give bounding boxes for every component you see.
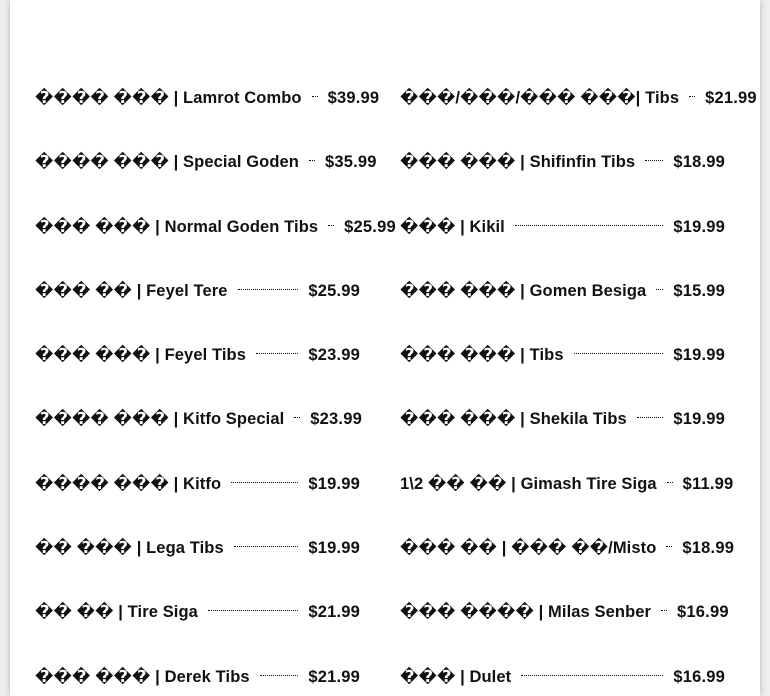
menu-item-price: $19.99 <box>673 217 725 236</box>
menu-item-name: �� ��� | Lega Tibs <box>35 539 224 558</box>
menu-item-price: $19.99 <box>673 346 725 365</box>
menu-item <box>35 275 360 339</box>
menu-item <box>400 661 725 696</box>
dotted-leader <box>656 281 663 290</box>
menu-item <box>35 532 360 596</box>
dotted-leader <box>256 345 298 354</box>
dotted-leader <box>312 88 318 97</box>
menu-item <box>35 661 360 696</box>
menu-item-name: ��� �� | Feyel Tere <box>35 281 228 300</box>
menu-item-price: $15.99 <box>673 281 725 300</box>
menu-item-price: $16.99 <box>673 667 725 686</box>
menu-item-name: ���/���/��� ���| Tibs <box>400 89 680 107</box>
menu-item <box>35 211 396 275</box>
menu-item-name: 1\2 �� �� | Gimash Tire Siga <box>400 474 657 493</box>
menu-item-price: $19.99 <box>673 410 725 429</box>
menu-item <box>400 532 735 596</box>
menu-list <box>35 82 757 696</box>
menu-item-price: $16.99 <box>677 603 729 622</box>
menu-item <box>400 468 734 532</box>
dotted-leader <box>309 152 315 161</box>
menu-item-name: �� �� | Tire Siga <box>35 603 198 622</box>
menu-item-price: $19.99 <box>308 539 360 558</box>
menu-item <box>400 339 725 403</box>
menu-item <box>400 82 757 146</box>
dotted-leader <box>645 152 663 161</box>
menu-item-price: $21.99 <box>308 603 360 622</box>
menu-item-name: ��� ��� | Shekila Tibs <box>400 410 627 429</box>
dotted-leader <box>689 88 695 97</box>
dotted-leader <box>574 345 664 354</box>
menu-item-name: ��� | Kikil <box>400 217 505 236</box>
dotted-leader <box>260 667 299 676</box>
menu-item-price: $21.99 <box>308 667 360 686</box>
menu-item-price: $19.99 <box>308 474 360 493</box>
menu-item-name: ���� ��� | Kitfo <box>35 474 222 493</box>
dotted-leader <box>328 217 334 226</box>
dotted-leader <box>661 602 667 611</box>
menu-item-name: ��� ��� | Feyel Tibs <box>35 346 246 365</box>
dotted-leader <box>234 538 299 547</box>
dotted-leader <box>231 474 298 483</box>
menu-column-right <box>400 82 757 696</box>
menu-item-name: ��� �� | ��� ��/Misto <box>400 539 657 558</box>
menu-item <box>400 211 725 275</box>
dotted-leader <box>294 409 300 418</box>
menu-item-name: ���� ��� | Lamrot Combo <box>35 89 302 107</box>
menu-item-price: $23.99 <box>308 346 360 365</box>
menu-item-price: $18.99 <box>682 539 735 558</box>
menu-item-name: ��� ��� | Shifinfin Tibs <box>400 153 636 172</box>
dotted-leader <box>238 281 299 290</box>
menu-page <box>10 0 760 696</box>
menu-item-name: ��� ��� | Normal Goden Tibs <box>35 217 319 236</box>
dotted-leader <box>666 538 672 547</box>
menu-item-name: ��� ��� | Tibs <box>400 346 564 365</box>
menu-item <box>35 339 360 403</box>
menu-item-price: $11.99 <box>682 474 734 493</box>
menu-item-name: ���� ��� | Special Goden <box>35 153 299 172</box>
menu-item-name: ��� | Dulet <box>400 667 512 686</box>
dotted-leader <box>208 602 298 611</box>
menu-item <box>35 82 380 146</box>
menu-item-price: $35.99 <box>324 153 377 172</box>
menu-column-left <box>35 82 396 696</box>
menu-item-price: $25.99 <box>308 281 360 300</box>
dotted-leader <box>515 217 663 226</box>
dotted-leader <box>667 474 673 483</box>
menu-item-price: $39.99 <box>327 89 380 107</box>
menu-item-name: ���� ��� | Kitfo Special <box>35 410 285 429</box>
menu-item <box>400 275 725 339</box>
menu-item-price: $25.99 <box>344 217 396 236</box>
menu-item <box>400 596 729 660</box>
menu-item <box>35 596 360 660</box>
menu-item <box>35 468 360 532</box>
menu-item-price: $18.99 <box>673 153 725 172</box>
menu-item-price: $23.99 <box>310 410 362 429</box>
dotted-leader <box>521 667 663 676</box>
menu-item <box>35 403 360 467</box>
dotted-leader <box>637 409 664 418</box>
menu-item-name: ��� ��� | Gomen Besiga <box>400 281 647 300</box>
menu-item-price: $21.99 <box>705 89 757 107</box>
menu-item <box>35 146 377 210</box>
menu-item-name: ��� ��� | Derek Tibs <box>35 667 250 686</box>
menu-item <box>400 146 725 210</box>
menu-item-name: ��� ���� | Milas Senber <box>400 603 652 622</box>
menu-item <box>400 403 725 467</box>
